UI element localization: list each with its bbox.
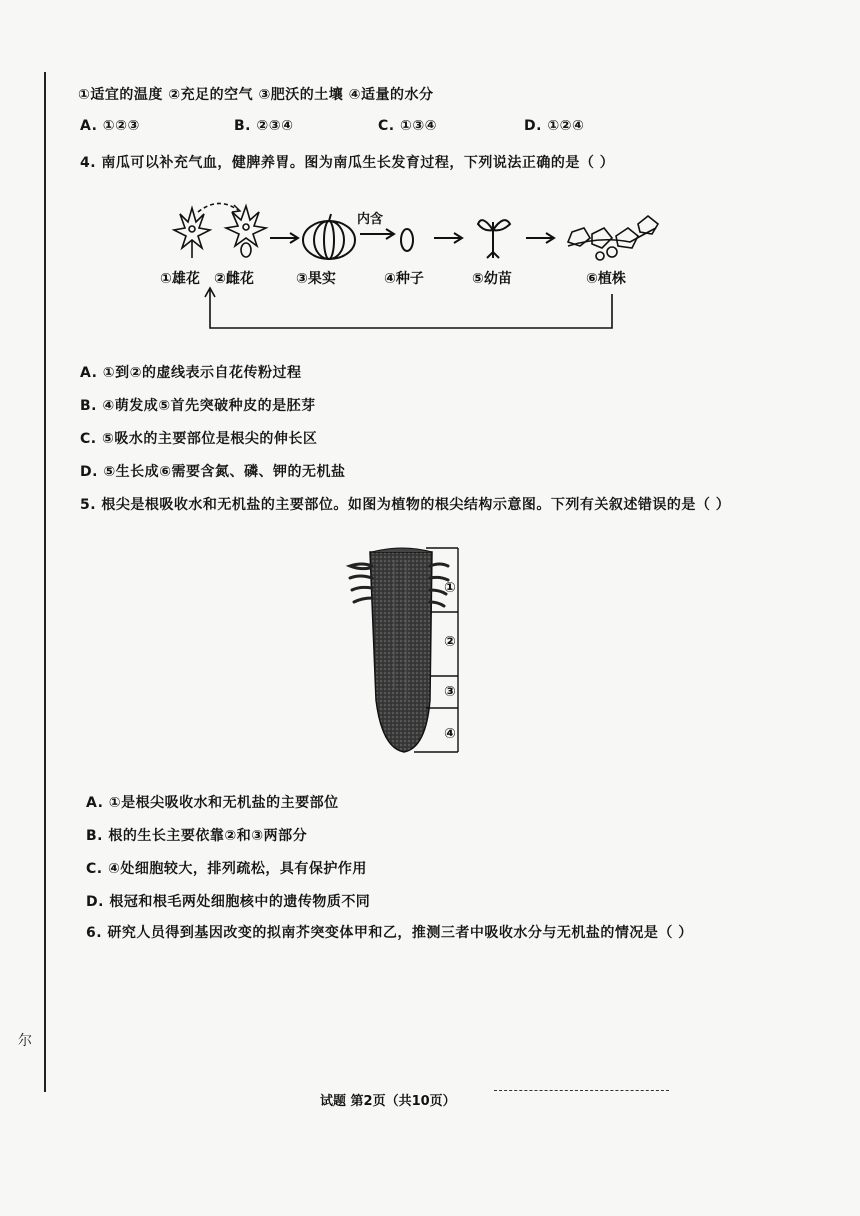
q5-stem: 5. 根尖是根吸收水和无机盐的主要部位。如图为植物的根尖结构示意图。下列有关叙述错误的是（ ） bbox=[80, 497, 731, 513]
q5-option-d: D. 根冠和根毛两处细胞核中的遗传物质不同 bbox=[86, 894, 371, 910]
seedling-drawing bbox=[478, 220, 510, 258]
footer-dashed-line bbox=[494, 1090, 669, 1091]
q5-option-a: A. ①是根尖吸收水和无机盐的主要部位 bbox=[86, 795, 339, 811]
pollination-dashed-arc bbox=[198, 203, 238, 212]
label-seedling: ⑤幼苗 bbox=[472, 271, 512, 287]
q6-stem: 6. 研究人员得到基因改变的拟南芥突变体甲和乙，推测三者中吸收水分与无机盐的情况是（ ） bbox=[86, 925, 693, 941]
q5-option-c: C. ④处细胞较大，排列疏松，具有保护作用 bbox=[86, 861, 367, 877]
label-fruit: ③果实 bbox=[296, 271, 336, 287]
q3-option-a: A. ①②③ bbox=[80, 118, 140, 134]
label-plant: ⑥植株 bbox=[586, 271, 626, 287]
plant-drawing bbox=[568, 216, 658, 260]
seed-drawing bbox=[401, 229, 413, 251]
q4-option-a: A. ①到②的虚线表示自花传粉过程 bbox=[80, 365, 302, 381]
q5-option-b: B. 根的生长主要依靠②和③两部分 bbox=[86, 828, 308, 844]
root-zone-2-label: ② bbox=[444, 634, 456, 650]
pumpkin-fruit-drawing bbox=[303, 214, 355, 259]
label-male-flower: ①雄花 bbox=[160, 271, 200, 287]
q4-option-b: B. ④萌发成⑤首先突破种皮的是胚芽 bbox=[80, 398, 316, 414]
page-footer: 试题 第2页（共10页） bbox=[320, 1094, 456, 1109]
q3-option-b: B. ②③④ bbox=[234, 118, 294, 134]
q4-stem: 4. 南瓜可以补充气血，健脾养胃。图为南瓜生长发育过程，下列说法正确的是（ ） bbox=[80, 155, 615, 171]
root-zone-1-label: ① bbox=[444, 580, 456, 596]
female-flower-drawing bbox=[226, 206, 266, 257]
q3-option-c: C. ①③④ bbox=[378, 118, 438, 134]
contains-label: 内含 bbox=[357, 212, 384, 227]
label-female-flower: ②雌花 bbox=[214, 271, 254, 287]
male-flower-drawing bbox=[174, 208, 210, 258]
cycle-return-line bbox=[210, 290, 612, 328]
side-character: 尔 bbox=[18, 1033, 32, 1049]
q3-option-d: D. ①②④ bbox=[524, 118, 585, 134]
root-zone-3-label: ③ bbox=[444, 684, 456, 700]
q4-option-d: D. ⑤生长成⑥需要含氮、磷、钾的无机盐 bbox=[80, 464, 346, 480]
q3-conditions: ①适宜的温度 ②充足的空气 ③肥沃的土壤 ④适量的水分 bbox=[78, 87, 434, 103]
label-seed: ④种子 bbox=[384, 271, 424, 287]
root-zone-4-label: ④ bbox=[444, 726, 456, 742]
q4-option-c: C. ⑤吸水的主要部位是根尖的伸长区 bbox=[80, 431, 318, 447]
